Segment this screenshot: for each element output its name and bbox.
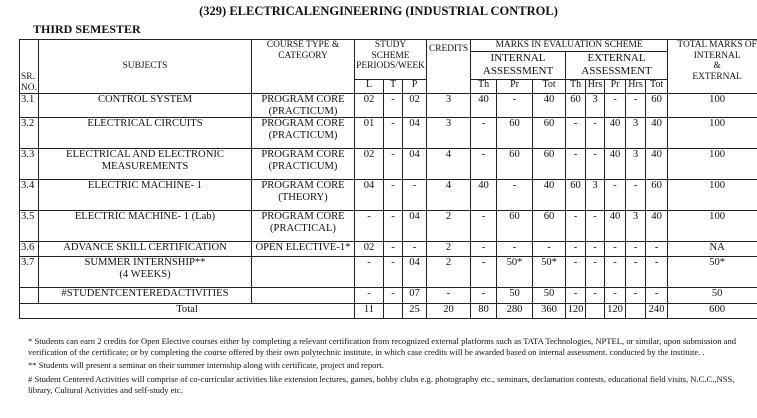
cell-tutorial: - [384,288,403,304]
cell-internal-total: 50 [533,288,566,304]
header-t: T [384,80,403,94]
cell-external-practical-hours: - [626,180,646,211]
header-int-tot: Tot [533,80,566,94]
cell-internal-practical: 50* [497,257,533,288]
cell-course-type [252,288,355,304]
cell-internal-practical: - [497,94,533,118]
total-cell-ext-pr: 120 [605,304,626,319]
total-cell-credits: 20 [427,304,471,319]
header-total-marks: TOTAL MARKS OF INTERNAL & EXTERNAL [668,40,757,94]
cell-subject: ELECTRIC MACHINE- 1 [39,180,252,211]
cell-lecture: 02 [355,149,384,180]
header-internal-assessment: INTERNAL ASSESSMENT [471,52,566,80]
cell-tutorial: - [384,242,403,257]
cell-tutorial: - [384,211,403,242]
cell-course-type: PROGRAM CORE (THEORY) [252,180,355,211]
cell-internal-total: 60 [533,149,566,180]
cell-sr-no: 3.1 [20,94,39,118]
cell-external-theory: - [566,118,586,149]
cell-external-total: 40 [646,211,668,242]
cell-internal-practical: 60 [497,211,533,242]
cell-external-theory: - [566,242,586,257]
cell-internal-practical: 60 [497,118,533,149]
cell-credits: 2 [427,242,471,257]
cell-external-practical-hours: - [626,242,646,257]
cell-internal-theory: 40 [471,94,497,118]
cell-external-theory-hours: - [586,257,605,288]
cell-internal-theory: - [471,118,497,149]
cell-credits: - [427,288,471,304]
cell-external-total: 60 [646,94,668,118]
cell-sr-no: 3.4 [20,180,39,211]
cell-external-total: - [646,257,668,288]
cell-sr-no: 3.7 [20,257,39,288]
cell-external-theory-hours: - [586,211,605,242]
header-ext-tot: Tot [646,80,668,94]
cell-course-type: PROGRAM CORE (PRACTICUM) [252,149,355,180]
table-row [20,118,757,149]
cell-practical: 04 [403,118,427,149]
cell-external-theory-hours: - [586,149,605,180]
cell-tutorial: - [384,149,403,180]
cell-external-practical: 40 [605,118,626,149]
cell-external-total: - [646,242,668,257]
cell-total-marks: 100 [668,118,757,149]
cell-internal-practical: 50 [497,288,533,304]
cell-external-theory: - [566,211,586,242]
cell-subject: SUMMER INTERNSHIP** (4 WEEKS) [39,257,252,288]
evaluation-scheme-table [19,39,757,319]
cell-practical: - [403,242,427,257]
cell-tutorial: - [384,180,403,211]
cell-lecture: - [355,211,384,242]
cell-subject: #STUDENTCENTEREDACTIVITIES [39,288,252,304]
cell-external-practical-hours: 3 [626,211,646,242]
header-subjects: SUBJECTS [39,40,252,94]
cell-total-marks: 100 [668,149,757,180]
cell-internal-total: - [533,242,566,257]
header-credits: CREDITS [427,40,471,94]
total-cell-t [384,304,403,319]
cell-total-marks: 100 [668,180,757,211]
cell-lecture: 02 [355,94,384,118]
table-row [20,288,757,304]
cell-sr-no: 3.5 [20,211,39,242]
total-label: Total [20,304,355,319]
cell-subject: CONTROL SYSTEM [39,94,252,118]
cell-total-marks: 50 [668,288,757,304]
cell-credits: 4 [427,180,471,211]
footnote-open-elective: * Students can earn 2 credits for Open Elective courses either by completing a relevant certification from recognized external platforms such as TATA Technologies, NPTEL, or similar, upon submission and verification of the certificate; or by completing the course offered by their own polytechnic institute, in which case credits will be awarded based on internal assessment. conducted by the institute. . [28,336,737,358]
cell-subject: ADVANCE SKILL CERTIFICATION [39,242,252,257]
table-row [20,257,757,288]
header-external-assessment: EXTERNAL ASSESSMENT [566,52,668,80]
table-row [20,94,757,118]
cell-external-practical: - [605,257,626,288]
total-cell-int-tot: 360 [533,304,566,319]
header-int-pr: Pr [497,80,533,94]
cell-external-practical: 40 [605,211,626,242]
table-row [20,149,757,180]
cell-practical: 07 [403,288,427,304]
cell-course-type: OPEN ELECTIVE-1* [252,242,355,257]
cell-external-practical-hours: - [626,288,646,304]
cell-internal-theory: - [471,149,497,180]
header-p: P [403,80,427,94]
cell-sr-no: 3.3 [20,149,39,180]
cell-lecture: 01 [355,118,384,149]
cell-credits: 3 [427,118,471,149]
table-body [20,94,757,319]
header-int-th: Th [471,80,497,94]
cell-internal-total: 40 [533,94,566,118]
total-cell-p: 25 [403,304,427,319]
cell-course-type: PROGRAM CORE (PRACTICUM) [252,118,355,149]
cell-internal-theory: - [471,257,497,288]
cell-sr-no [20,288,39,304]
total-cell-ext-th: 120 [566,304,586,319]
cell-external-theory: 60 [566,94,586,118]
cell-external-theory-hours: - [586,118,605,149]
cell-tutorial: - [384,94,403,118]
cell-external-theory: - [566,149,586,180]
cell-sr-no: 3.6 [20,242,39,257]
cell-credits: 2 [427,211,471,242]
cell-lecture: - [355,288,384,304]
cell-lecture: 02 [355,242,384,257]
cell-external-total: 40 [646,149,668,180]
cell-total-marks: 100 [668,211,757,242]
total-cell-ext-hrs1 [586,304,605,319]
cell-course-type [252,257,355,288]
cell-credits: 2 [427,257,471,288]
total-cell-ext-hrs2 [626,304,646,319]
cell-external-total: 40 [646,118,668,149]
cell-external-practical: - [605,288,626,304]
cell-external-theory-hours: - [586,242,605,257]
header-ext-pr: Pr [605,80,626,94]
cell-external-practical-hours: 3 [626,118,646,149]
cell-practical: 02 [403,94,427,118]
table-row [20,211,757,242]
cell-practical: 04 [403,257,427,288]
cell-external-theory-hours: - [586,288,605,304]
cell-credits: 3 [427,94,471,118]
cell-tutorial: - [384,257,403,288]
document-title: (329) ELECTRICALENGINEERING (INDUSTRIAL CONTROL) [199,4,558,18]
header-course-type: COURSE TYPE & CATEGORY [252,40,355,94]
cell-internal-practical: - [497,242,533,257]
header-ext-hrs: Hrs [586,80,605,94]
cell-lecture: 04 [355,180,384,211]
cell-subject: ELECTRIC MACHINE- 1 (Lab) [39,211,252,242]
cell-sr-no: 3.2 [20,118,39,149]
cell-subject: ELECTRICAL CIRCUITS [39,118,252,149]
cell-internal-practical: 60 [497,149,533,180]
header-l: L [355,80,384,94]
cell-lecture: - [355,257,384,288]
total-cell-total: 600 [668,304,757,319]
cell-external-total: - [646,288,668,304]
total-cell-int-pr: 280 [497,304,533,319]
total-cell-ext-tot: 240 [646,304,668,319]
total-cell-int-th: 80 [471,304,497,319]
cell-internal-total: 60 [533,118,566,149]
cell-external-practical: - [605,94,626,118]
cell-course-type: PROGRAM CORE (PRACTICUM) [252,94,355,118]
header-sr-no: SR. NO. [20,40,39,94]
footnote-internship: ** Students will present a seminar on their summer internship along with certificate, project and report. [28,360,384,371]
header-ext-hrs-2: Hrs [626,80,646,94]
cell-external-practical-hours: 3 [626,149,646,180]
cell-internal-practical: - [497,180,533,211]
cell-practical: 04 [403,211,427,242]
cell-internal-theory: - [471,211,497,242]
cell-internal-total: 40 [533,180,566,211]
cell-internal-theory: - [471,242,497,257]
cell-internal-theory: 40 [471,180,497,211]
total-row [20,304,757,319]
table-row [20,242,757,257]
cell-internal-total: 60 [533,211,566,242]
header-ext-th: Th [566,80,586,94]
cell-subject: ELECTRICAL AND ELECTRONIC MEASUREMENTS [39,149,252,180]
footnotes [28,336,748,398]
semester-heading: THIRD SEMESTER [33,22,141,36]
cell-external-practical-hours: - [626,94,646,118]
cell-internal-total: 50* [533,257,566,288]
cell-total-marks: NA [668,242,757,257]
table-row [20,180,757,211]
cell-practical: - [403,180,427,211]
cell-external-theory: - [566,288,586,304]
header-study-scheme: STUDY SCHEME PERIODS/WEEK [355,40,427,80]
cell-external-practical: - [605,242,626,257]
cell-course-type: PROGRAM CORE (PRACTICAL) [252,211,355,242]
total-cell-l: 11 [355,304,384,319]
cell-external-practical: 40 [605,149,626,180]
cell-practical: 04 [403,149,427,180]
cell-external-practical: - [605,180,626,211]
cell-external-theory-hours: 3 [586,180,605,211]
cell-external-theory: 60 [566,180,586,211]
cell-external-total: 60 [646,180,668,211]
footnote-student-activities: # Student Centered Activities will comprise of co-curricular activities like extension lectures, games, hobby clubs e.g. photography etc., seminars, declamation contests, educational field visits, N.C.C.,NSS, library, Cultural Activities and self-study etc. [28,373,735,395]
cell-total-marks: 100 [668,94,757,118]
cell-total-marks: 50* [668,257,757,288]
cell-internal-theory: - [471,288,497,304]
cell-external-practical-hours: - [626,257,646,288]
cell-external-theory-hours: 3 [586,94,605,118]
cell-tutorial: - [384,118,403,149]
header-marks-evaluation: MARKS IN EVALUATION SCHEME [471,40,668,52]
cell-external-theory: - [566,257,586,288]
cell-credits: 4 [427,149,471,180]
